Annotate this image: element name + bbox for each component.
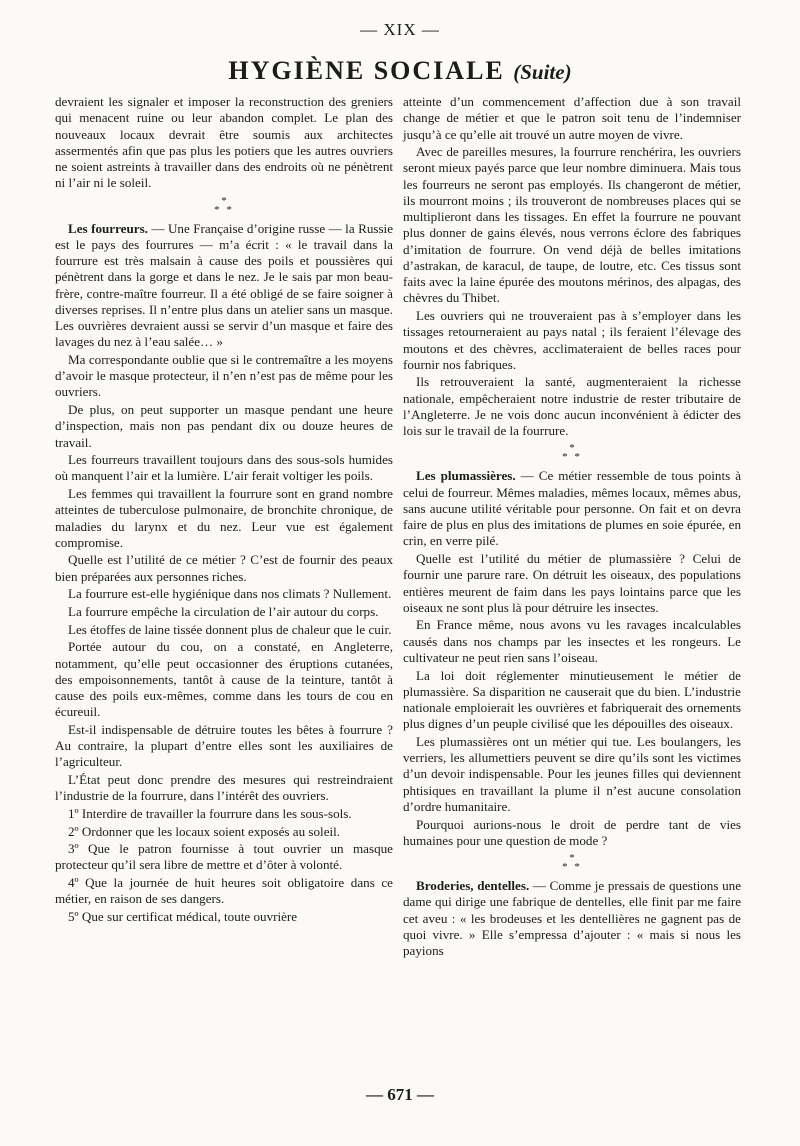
paragraph: Quelle est l’utilité de ce métier ? C’est de fournir des peaux bien préparées aux personnes riches. [55,552,393,584]
list-item: 2º Ordonner que les locaux soient exposés au soleil. [68,823,341,839]
title-suite: (Suite) [513,60,572,84]
running-head-roman: — XIX — [360,20,440,39]
section-heading: Broderies, dentelles. [416,878,530,894]
paragraph: Pourquoi aurions-nous le droit de perdre tant de vies humaines pour une question de mode ? [403,816,741,848]
section-text: — Une Française d’origine russe — la Russie est le pays des fourrures — m’a écrit : « le travail dans la fourrure est très malsain à cause des poils et poussières qui pénètrent dans la gorge et dans le nez. Je le sais par mon beau-frère, contre-maître fourreur. Il a été obligé de se faire soigner à diverses reprises. Il n’entre plus dans un atelier sans un masque. Les ouvrières devraient aussi se servir d’un masque et faire des lavages du nez à l’eau salée… » [55,220,394,350]
paragraph: L’État peut donc prendre des mesures qui restreindraient l’industrie de la fourrure, dans l’intérêt des ouvriers. [55,772,393,804]
paragraph: La fourrure empêche la circulation de l’air autour du corps. [68,603,379,619]
list-item: 3º Que le patron fournisse à tout ouvrier un masque protecteur qu’il sera libre de mettre et d’ôter à volonté. [55,841,393,873]
section-heading: Les fourreurs. [68,220,148,236]
paragraph: Ma correspondante oublie que si le contremaître a les moyens d’avoir le masque protecteur, il n’en n’est pas de même pour les ouvriers. [55,351,393,400]
list-item: 4º Que la journée de huit heures soit obligatoire dans ce métier, en raison de ses dangers. [55,875,393,907]
paragraph: Portée autour du cou, on a constaté, en Angleterre, notamment, qu’elle peut occasionner des éruptions cutanées, des empoisonnements, tantôt à cause de la teinture, tantôt à cause des poils eux-mêmes, comme dans les tours de cou en écureuil. [55,639,393,720]
section-plumassieres [403,468,741,549]
paragraph: Quelle est l’utilité du métier de plumassière ? Celui de fournir une parure rare. On détruit les oiseaux, des populations entières meurent de faim dans les pays lointains parce que les oiseaux ne sont plus là pour détruire les insectes. [403,551,741,615]
paragraph: Ils retrouveraient la santé, augmenteraient la richesse nationale, empêcheraient notre industrie de rester tributaire de l’Angleterre. Je ne vois donc aucun inconvénient à édicter des lois sur le travail de la fourrure. [403,374,741,439]
section-separator: * * * [214,194,234,216]
paragraph: Avec de pareilles mesures, la fourrure renchérira, les ouvriers seront mieux payés parce que leur nombre diminuera. Mais tous les fourreurs ne seront pas employés. Ils changeront de métier, ils mourront moins ; ils trouveront de nombreuses places qui se multiplieront dans les tissages. En effet la fourrure ne pouvant plus donner de gains élevés, nous verrons éclore des fabriques d’imitation de fourrure. On vend déjà de belles imitations d’astrakan, de karacul, de taupe, de loutre, etc. Ces tissus sont faits avec la laine épurée des moutons mérinos, des alpagas, des chèvres du Thibet. [403,144,741,306]
list-item: 1º Interdire de travailler la fourrure dans les sous-sols. [68,805,352,821]
paragraph: De plus, on peut supporter un masque pendant une heure d’inspection, mais non pas pendant dix ou douze heures de travail. [55,402,393,450]
paragraph: La loi doit réglementer minutieusement le métier de plumassière. Sa disparition ne causerait que du bien. L’industrie nationale emploierait les ouvrières et fabriquerait des ornements plus dignes d’un peuple civilisé que les dépouilles des oiseaux. [403,667,741,732]
section-separator: * * * [562,442,582,464]
paragraph: Les étoffes de laine tissée donnent plus de chaleur que le cuir. [68,621,392,637]
paragraph: Les ouvriers qui ne trouveraient pas à s’employer dans les tissages retourneraient au pays natal ; ils feraient l’élevage des moutons et des chèvres, acclimateraient de belles races pour fournir nos fabriques. [403,308,741,372]
section-heading: Les plumassières. [416,468,516,484]
section-text: — Comme je pressais de questions une dame qui dirige une fabrique de dentelles, elle finit par me faire cet aveu : « les brodeuses et les dentellières ne gagnent pas de quoi vivre. » Elle s’empressa d’ajouter : « mais si nous les payions [403,878,742,959]
right-column [403,94,741,961]
page-title [0,56,800,86]
paragraph: La fourrure est-elle hygiénique dans nos climats ? Nullement. [68,586,392,602]
title-text: HYGIÈNE SOCIALE [228,56,505,85]
left-column [55,94,393,927]
section-fourreurs [55,221,393,351]
paragraph: atteinte d’un commencement d’affection due à son travail change de métier et que le patron soit tenu de l’indemniser jusqu’à ce qu’elle ait trouvé un autre moyen de vivre. [403,94,741,142]
section-broderies [403,878,741,959]
paragraph: devraient les signaler et imposer la reconstruction des greniers qui menacent ruine ou leur abandon complet. Le plan des nouveaux locaux devrait être soumis aux architectes assermentés afin que pas plus les potiers que les autres ouvriers ne soient astreints à travailler dans des endroits où ne pénètrent ni l’air ni le soleil. [55,94,393,191]
paragraph: Les femmes qui travaillent la fourrure sont en grand nombre atteintes de tuberculose pulmonaire, de bronchite chronique, de maladies du larynx et du nez. Leur vue est également compromise. [55,486,393,550]
paragraph: Les fourreurs travaillent toujours dans des sous-sols humides où manquent l’air et la lumière. L’air ferait voltiger les poils. [55,452,393,484]
list-item: 5º Que sur certificat médical, toute ouvrière [68,909,298,924]
paragraph: Les plumassières ont un métier qui tue. Les boulangers, les verriers, les allumettiers peuvent se dire qu’ils sont les victimes d’un devoir indispensable. Pour les jeunes filles qui deviennent phtisiques en travaillant la plume il n’est aucune consolation d’ordre humanitaire. [403,733,741,814]
section-text: — Ce métier ressemble de tous points à celui de fourreur. Mêmes maladies, mêmes locaux, mêmes abus, sans aucune utilité véritable pour personne. On fait et on devra faire de plus en plus des imitations de plumes en soie épurée, en crin, en verre pilé. [403,468,742,549]
section-separator: * * * [562,852,582,874]
page-number: — 671 — [366,1085,434,1104]
paragraph: En France même, nous avons vu les ravages incalculables causés dans nos champs par les insectes et les rongeurs. Le cultivateur ne peut rien sans l’oiseau. [403,617,741,665]
paragraph: Est-il indispensable de détruire toutes les bêtes à fourrure ? Au contraire, la plupart d’entre elles sont les auxiliaires de l’agriculteur. [55,721,393,770]
